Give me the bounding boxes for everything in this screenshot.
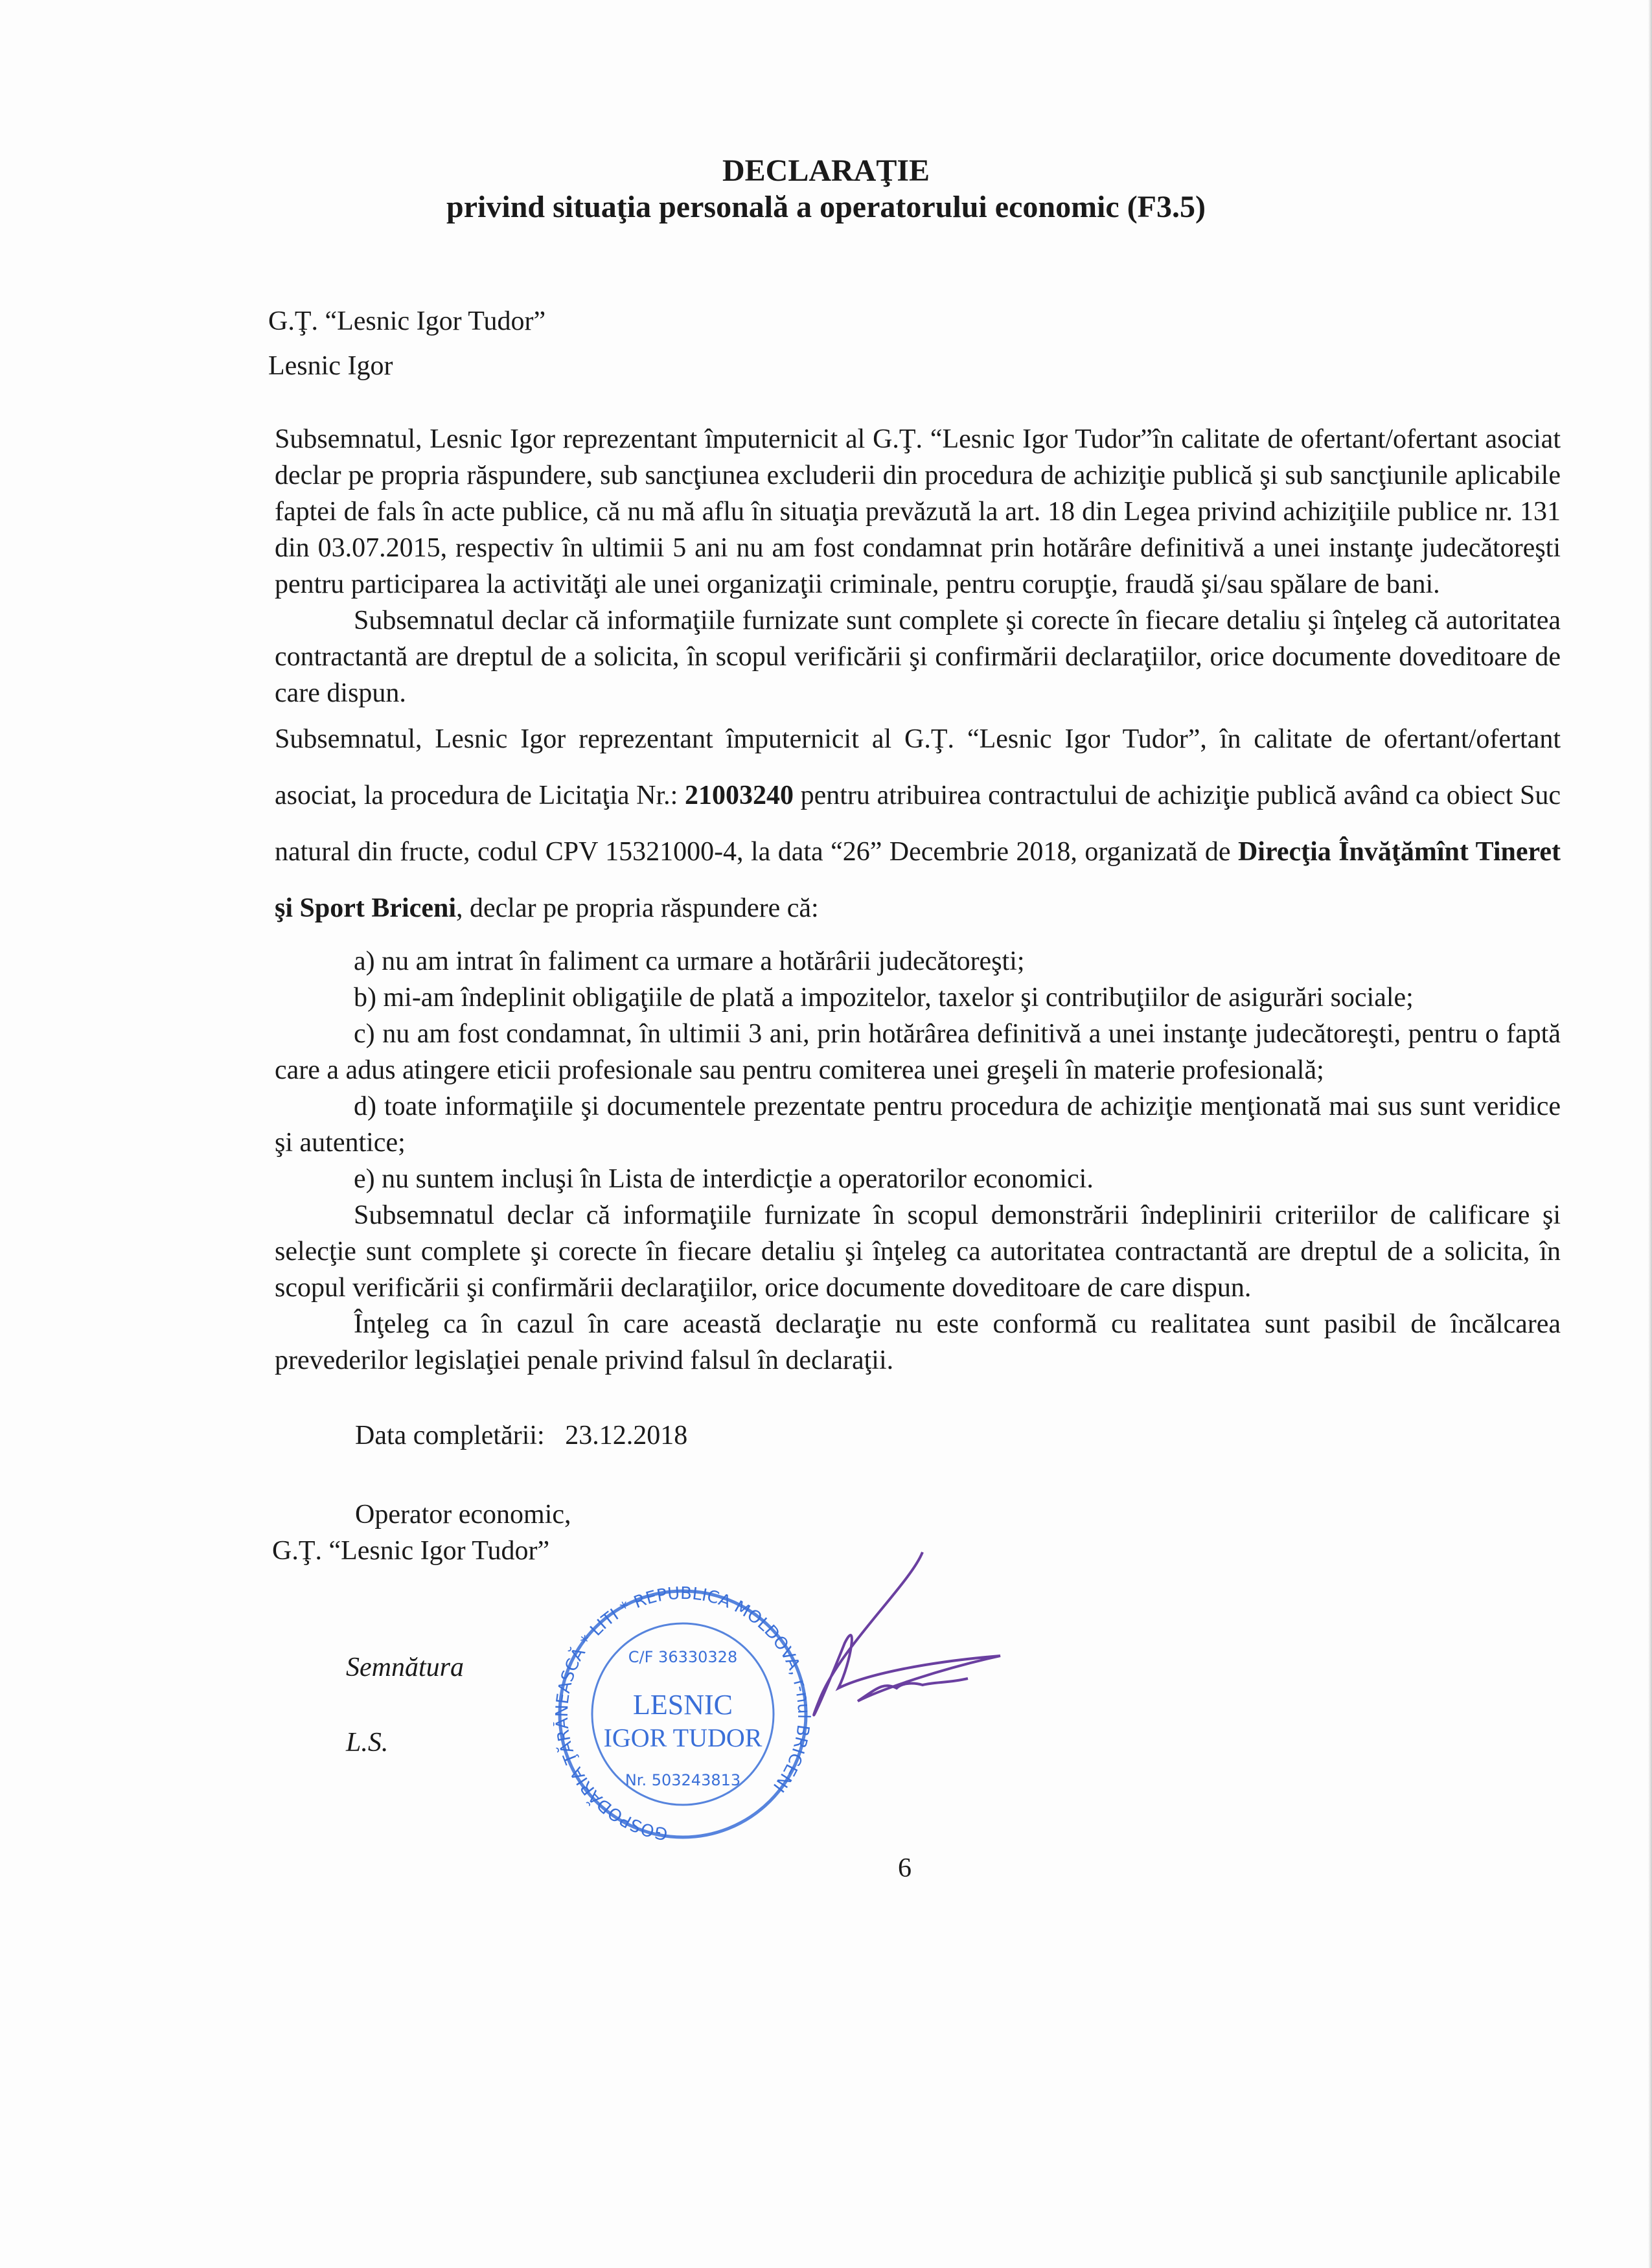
svg-text:LESNIC: LESNIC: [633, 1689, 733, 1721]
document-subtitle: privind situaţia personală a operatorului economic (F3.5): [446, 190, 1206, 224]
document-title: DECLARAŢIE: [722, 154, 930, 188]
list-item-b: b) mi-am îndeplinit obligaţiile de plată a impozitelor, taxelor şi contribuţiilor de asigurări sociale;: [354, 983, 1414, 1013]
list-item-e: e) nu suntem incluşi în Lista de interdicţie a operatorilor economici.: [354, 1164, 1094, 1194]
p3-text-2: pentru atribuirea contractului de achiziţie publică având ca obiect Suc natural din fructe, codul CPV 15321000-4, la data “26” Decembrie 2018, organizată de: [275, 781, 1561, 867]
contracting-authority: Direcţia Învăţămînt Tineret şi Sport Briceni: [275, 837, 1561, 923]
operator-label: Operator economic,: [355, 1500, 571, 1529]
declaration-list: [275, 943, 1561, 1379]
svg-text:IGOR TUDOR: IGOR TUDOR: [603, 1723, 763, 1752]
p3-text-1: Subsemnatul, Lesnic Igor reprezentant împuternicit al G.Ţ. “Lesnic Igor Tudor”, în calitate de ofertant/ofertant asociat, la procedura de Licitaţia Nr.:: [275, 724, 1561, 810]
svg-text:Nr. 503243813: Nr. 503243813: [625, 1771, 741, 1789]
list-item-c: c) nu am fost condamnat, în ultimii 3 ani, prin hotărârea definitivă a unei instanţe judecătoreşti, pentru o faptă care a adus atingere eticii profesionale sau pentru comiterea unei greşeli în materie profesională;: [275, 1019, 1561, 1085]
paragraph-2: Subsemnatul declar că informaţiile furnizate sunt complete şi corecte în fiecare detaliu şi înţeleg că autoritatea contractantă are dreptul de a solicita, în scopul verificării şi confirmării declaraţiilor, orice documente doveditoare de care dispun.: [275, 606, 1561, 708]
seal-label: L.S.: [346, 1728, 389, 1758]
svg-text:GOSPODĂRIA ŢĂRĂNEASCĂ * LITI *: GOSPODĂRIA ŢĂRĂNEASCĂ * LITI * REPUBLICA MOLDOVA, r-nul BRICENI: [553, 1585, 812, 1844]
company-name: G.Ţ. “Lesnic Igor Tudor”: [268, 306, 546, 336]
svg-text:C/F 36330328: C/F 36330328: [628, 1648, 738, 1666]
document-body: [268, 303, 1561, 1886]
person-name: Lesnic Igor: [268, 351, 393, 381]
page-number: 6: [898, 1853, 912, 1883]
p3-text-3: , declar pe propria răspundere că:: [456, 893, 819, 923]
tender-number: 21003240: [684, 781, 794, 810]
date-value: 23.12.2018: [565, 1421, 688, 1450]
handwritten-signature: [728, 1546, 1020, 1753]
signature-labels: [275, 1585, 553, 1800]
date-label: Data completării:: [355, 1421, 545, 1450]
signature-area: [275, 1585, 1561, 1844]
operator-company: G.Ţ. “Lesnic Igor Tudor”: [272, 1536, 550, 1566]
paragraph-1: Subsemnatul, Lesnic Igor reprezentant împuternicit al G.Ţ. “Lesnic Igor Tudor”în calitate de ofertant/ofertant asociat declar pe propria răspundere, sub sancţiunea excluderii din procedura de achiziţie publică şi sub sancţiunile aplicabile faptei de fals în acte publice, că nu mă aflu în situaţia prevăzută la art. 18 din Legea privind achiziţiile publice nr. 131 din 03.07.2015, respectiv în ultimii 5 ani nu am fost condamnat prin hotărâre definitivă a unei instanţe judecătoreşti pentru participarea la activităţi ale unei organizaţii criminale, pentru corupţie, fraudă şi/sau spălare de bani.: [275, 424, 1561, 599]
completion-date: [275, 1417, 1561, 1454]
list-item-d: d) toate informaţiile şi documentele prezentate pentru procedura de achiziţie menţionată mai sus sunt veridice şi autentice;: [275, 1092, 1561, 1158]
paragraph-5: Înţeleg ca în cazul în care această declaraţie nu este conformă cu realitatea sunt pasibil de încălcarea prevederilor legislaţiei penale privind falsul în declaraţii.: [275, 1309, 1561, 1375]
scan-edge: [1648, 0, 1652, 2268]
paragraph-4: Subsemnatul declar că informaţiile furnizate în scopul demonstrării îndeplinirii criteriilor de calificare şi selecţie sunt complete şi corecte în fiecare detaliu şi înţeleg ca autoritatea contractantă are dreptul de a solicita, în scopul verificării şi confirmării declaraţiilor, orice documente doveditoare de care dispun.: [275, 1200, 1561, 1303]
paragraph-3: [275, 711, 1561, 937]
list-item-a: a) nu am intrat în faliment ca urmare a hotărârii judecătoreşti;: [354, 946, 1025, 976]
signature-label: Semnătura: [346, 1653, 464, 1682]
